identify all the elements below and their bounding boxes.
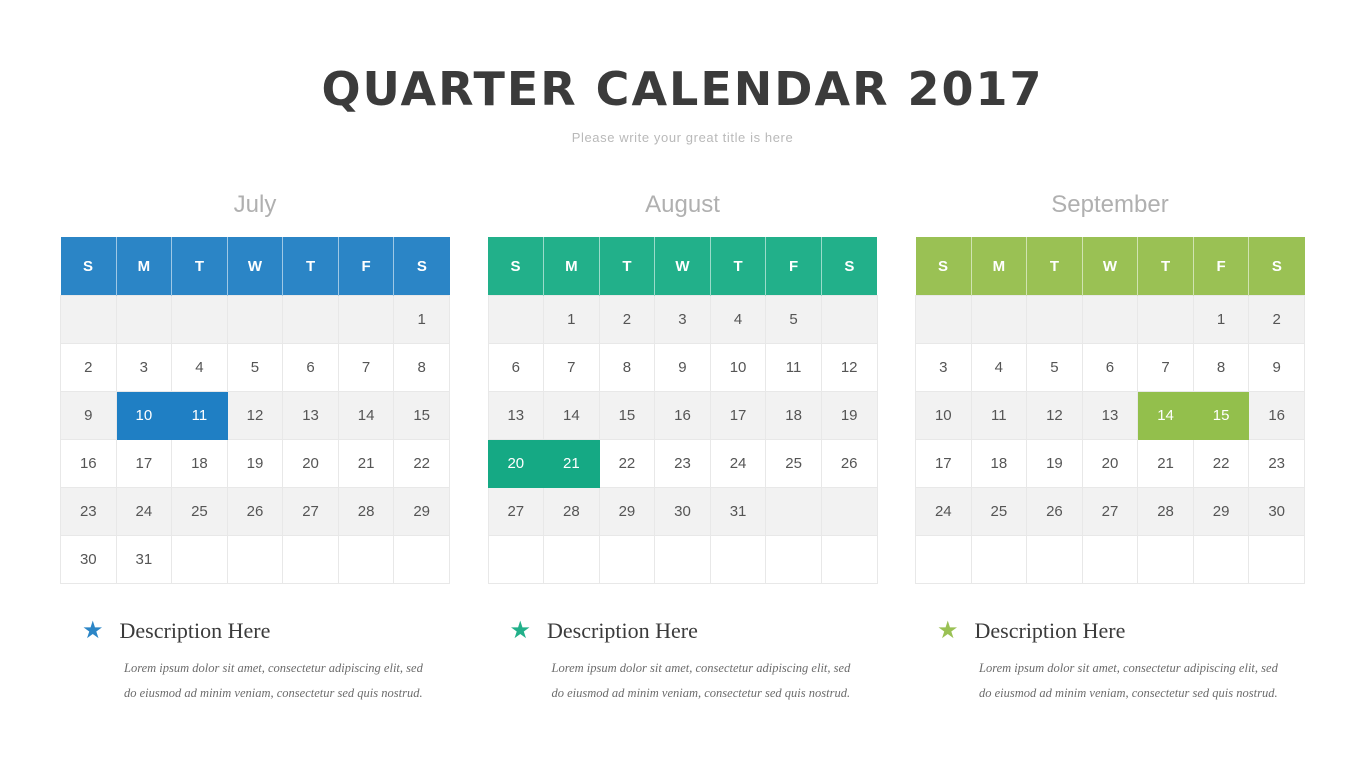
calendar-day-cell[interactable]: 27 bbox=[488, 488, 544, 536]
calendar-day-cell[interactable]: 6 bbox=[1082, 344, 1138, 392]
calendar-week-row bbox=[61, 344, 450, 392]
calendar-empty-cell bbox=[488, 296, 544, 344]
calendar-day-cell[interactable]: 10 bbox=[916, 392, 972, 440]
calendar-empty-cell bbox=[394, 536, 450, 584]
calendar-day-cell[interactable]: 13 bbox=[1082, 392, 1138, 440]
calendar-week-row bbox=[61, 440, 450, 488]
calendar-day-cell[interactable]: 22 bbox=[1193, 440, 1249, 488]
calendar-day-cell-highlighted[interactable]: 20 bbox=[488, 440, 544, 488]
calendar-day-cell[interactable]: 9 bbox=[655, 344, 711, 392]
calendar-empty-cell bbox=[599, 536, 655, 584]
calendar-day-cell[interactable]: 17 bbox=[710, 392, 766, 440]
weekday-header-cell: T bbox=[172, 237, 228, 296]
calendar-empty-cell bbox=[766, 536, 822, 584]
calendar-empty-cell bbox=[1249, 536, 1305, 584]
calendar-table bbox=[915, 237, 1305, 584]
calendar-day-cell[interactable]: 5 bbox=[227, 344, 283, 392]
weekday-header-cell: S bbox=[394, 237, 450, 296]
calendar-empty-cell bbox=[971, 536, 1027, 584]
weekday-header-cell: M bbox=[116, 237, 172, 296]
weekday-header-row bbox=[61, 237, 450, 296]
star-icon: ★ bbox=[82, 617, 104, 644]
calendar-empty-cell bbox=[338, 296, 394, 344]
calendar-empty-cell bbox=[916, 536, 972, 584]
weekday-header-cell: F bbox=[1193, 237, 1249, 296]
calendar-week-row bbox=[916, 488, 1305, 536]
calendar-day-cell-highlighted[interactable]: 21 bbox=[544, 440, 600, 488]
calendar-day-cell[interactable]: 2 bbox=[61, 344, 117, 392]
description-text: Lorem ipsum dolor sit amet, consectetur adipiscing elit, sed do eiusmod ad minim veniam, consectetur sed quis nostrud. bbox=[124, 661, 423, 700]
calendar-day-cell[interactable]: 5 bbox=[1027, 344, 1083, 392]
calendar-day-cell[interactable]: 13 bbox=[488, 392, 544, 440]
calendar-day-cell[interactable]: 12 bbox=[821, 344, 877, 392]
weekday-header-row bbox=[488, 237, 877, 296]
calendar-table bbox=[488, 237, 878, 584]
calendar-day-cell[interactable]: 29 bbox=[599, 488, 655, 536]
calendar-day-cell[interactable]: 14 bbox=[338, 392, 394, 440]
calendar-day-cell[interactable]: 22 bbox=[599, 440, 655, 488]
calendar-day-cell[interactable]: 23 bbox=[61, 488, 117, 536]
month-block bbox=[488, 191, 878, 706]
description-block bbox=[488, 618, 878, 706]
calendar-day-cell[interactable]: 23 bbox=[1249, 440, 1305, 488]
calendar-week-row bbox=[61, 488, 450, 536]
description-title: Description Here bbox=[119, 618, 271, 643]
calendar-empty-cell bbox=[1138, 296, 1194, 344]
calendar-day-cell[interactable]: 19 bbox=[821, 392, 877, 440]
calendar-day-cell[interactable]: 6 bbox=[283, 344, 339, 392]
months-container bbox=[0, 191, 1365, 706]
weekday-header-cell: W bbox=[1082, 237, 1138, 296]
calendar-day-cell[interactable]: 15 bbox=[394, 392, 450, 440]
calendar-day-cell[interactable]: 19 bbox=[227, 440, 283, 488]
calendar-day-cell[interactable]: 16 bbox=[61, 440, 117, 488]
calendar-empty-cell bbox=[172, 536, 228, 584]
calendar-day-cell[interactable]: 12 bbox=[1027, 392, 1083, 440]
calendar-day-cell[interactable]: 4 bbox=[172, 344, 228, 392]
calendar-day-cell[interactable]: 8 bbox=[599, 344, 655, 392]
description-header bbox=[82, 618, 450, 644]
weekday-header-row bbox=[916, 237, 1305, 296]
calendar-day-cell-highlighted[interactable]: 15 bbox=[1193, 392, 1249, 440]
weekday-header-cell: W bbox=[227, 237, 283, 296]
weekday-header-cell: S bbox=[821, 237, 877, 296]
calendar-empty-cell bbox=[172, 296, 228, 344]
calendar-day-cell[interactable]: 4 bbox=[971, 344, 1027, 392]
star-icon: ★ bbox=[509, 617, 532, 644]
calendar-day-cell[interactable]: 21 bbox=[1138, 440, 1194, 488]
calendar-empty-cell bbox=[1138, 536, 1194, 584]
calendar-day-cell[interactable]: 20 bbox=[283, 440, 339, 488]
calendar-empty-cell bbox=[283, 536, 339, 584]
star-icon: ★ bbox=[937, 617, 959, 644]
calendar-week-row bbox=[61, 296, 450, 344]
weekday-header-cell: T bbox=[283, 237, 339, 296]
calendar-day-cell[interactable]: 8 bbox=[1193, 344, 1249, 392]
calendar-week-row bbox=[916, 536, 1305, 584]
calendar-day-cell[interactable]: 11 bbox=[971, 392, 1027, 440]
description-text: Lorem ipsum dolor sit amet, consectetur adipiscing elit, sed do eiusmod ad minim veniam, consectetur sed quis nostrud. bbox=[979, 661, 1278, 700]
calendar-day-cell[interactable]: 6 bbox=[488, 344, 544, 392]
calendar-week-row bbox=[488, 488, 877, 536]
calendar-day-cell[interactable]: 9 bbox=[61, 392, 117, 440]
description-block bbox=[60, 618, 450, 706]
calendar-day-cell[interactable]: 25 bbox=[766, 440, 822, 488]
calendar-day-cell[interactable]: 31 bbox=[710, 488, 766, 536]
calendar-day-cell[interactable]: 7 bbox=[1138, 344, 1194, 392]
description-text: Lorem ipsum dolor sit amet, consectetur adipiscing elit, sed do eiusmod ad minim veniam, consectetur sed quis nostrud. bbox=[551, 661, 851, 700]
weekday-header-cell: F bbox=[338, 237, 394, 296]
calendar-day-cell-highlighted[interactable]: 14 bbox=[1138, 392, 1194, 440]
calendar-day-cell[interactable]: 14 bbox=[544, 392, 600, 440]
calendar-empty-cell bbox=[1027, 296, 1083, 344]
calendar-empty-cell bbox=[821, 488, 877, 536]
calendar-day-cell[interactable]: 15 bbox=[599, 392, 655, 440]
calendar-day-cell[interactable]: 23 bbox=[655, 440, 711, 488]
calendar-day-cell[interactable]: 26 bbox=[1027, 488, 1083, 536]
calendar-empty-cell bbox=[338, 536, 394, 584]
calendar-week-row bbox=[916, 440, 1305, 488]
calendar-week-row bbox=[916, 344, 1305, 392]
calendar-day-cell[interactable]: 9 bbox=[1249, 344, 1305, 392]
description-title: Description Here bbox=[974, 618, 1126, 643]
calendar-day-cell[interactable]: 16 bbox=[655, 392, 711, 440]
calendar-week-row bbox=[488, 440, 877, 488]
calendar-empty-cell bbox=[971, 296, 1027, 344]
calendar-week-row bbox=[61, 536, 450, 584]
calendar-day-cell[interactable]: 11 bbox=[766, 344, 822, 392]
calendar-table bbox=[60, 237, 450, 584]
weekday-header-cell: T bbox=[1027, 237, 1083, 296]
weekday-header-cell: M bbox=[544, 237, 600, 296]
calendar-day-cell[interactable]: 17 bbox=[916, 440, 972, 488]
calendar-day-cell[interactable]: 27 bbox=[1082, 488, 1138, 536]
weekday-header-cell: F bbox=[766, 237, 822, 296]
weekday-header-cell: W bbox=[655, 237, 711, 296]
month-block bbox=[915, 191, 1305, 706]
calendar-day-cell[interactable]: 18 bbox=[172, 440, 228, 488]
calendar-day-cell[interactable]: 24 bbox=[710, 440, 766, 488]
calendar-empty-cell bbox=[1082, 536, 1138, 584]
weekday-header-cell: S bbox=[61, 237, 117, 296]
calendar-day-cell[interactable]: 2 bbox=[599, 296, 655, 344]
calendar-day-cell[interactable]: 8 bbox=[394, 344, 450, 392]
calendar-day-cell[interactable]: 26 bbox=[821, 440, 877, 488]
calendar-empty-cell bbox=[544, 536, 600, 584]
calendar-week-row bbox=[488, 344, 877, 392]
calendar-day-cell[interactable]: 7 bbox=[544, 344, 600, 392]
weekday-header-cell: S bbox=[1249, 237, 1305, 296]
calendar-day-cell[interactable]: 30 bbox=[655, 488, 711, 536]
weekday-header-cell: T bbox=[1138, 237, 1194, 296]
calendar-day-cell[interactable]: 24 bbox=[116, 488, 172, 536]
calendar-day-cell[interactable]: 18 bbox=[971, 440, 1027, 488]
description-header bbox=[510, 618, 878, 644]
calendar-day-cell[interactable]: 27 bbox=[283, 488, 339, 536]
weekday-header-cell: S bbox=[916, 237, 972, 296]
page-subtitle: Please write your great title is here bbox=[571, 130, 794, 145]
calendar-day-cell[interactable]: 22 bbox=[394, 440, 450, 488]
month-name: August bbox=[645, 191, 720, 218]
calendar-day-cell[interactable]: 4 bbox=[710, 296, 766, 344]
calendar-day-cell-highlighted[interactable]: 10 bbox=[116, 392, 172, 440]
calendar-day-cell[interactable]: 31 bbox=[116, 536, 172, 584]
weekday-header-cell: T bbox=[710, 237, 766, 296]
calendar-day-cell[interactable]: 7 bbox=[338, 344, 394, 392]
calendar-day-cell[interactable]: 28 bbox=[338, 488, 394, 536]
calendar-week-row bbox=[488, 536, 877, 584]
calendar-day-cell[interactable]: 13 bbox=[283, 392, 339, 440]
calendar-day-cell[interactable]: 24 bbox=[916, 488, 972, 536]
calendar-day-cell[interactable]: 3 bbox=[916, 344, 972, 392]
calendar-empty-cell bbox=[227, 296, 283, 344]
weekday-header-cell: M bbox=[971, 237, 1027, 296]
weekday-header-cell: T bbox=[599, 237, 655, 296]
calendar-empty-cell bbox=[766, 488, 822, 536]
calendar-empty-cell bbox=[1193, 536, 1249, 584]
calendar-day-cell[interactable]: 5 bbox=[766, 296, 822, 344]
calendar-empty-cell bbox=[655, 536, 711, 584]
calendar-empty-cell bbox=[821, 536, 877, 584]
calendar-week-row bbox=[916, 296, 1305, 344]
calendar-empty-cell bbox=[1082, 296, 1138, 344]
description-header bbox=[937, 618, 1305, 644]
calendar-day-cell[interactable]: 20 bbox=[1082, 440, 1138, 488]
calendar-day-cell[interactable]: 1 bbox=[394, 296, 450, 344]
calendar-day-cell[interactable]: 30 bbox=[1249, 488, 1305, 536]
description-block bbox=[915, 618, 1305, 706]
calendar-empty-cell bbox=[488, 536, 544, 584]
calendar-empty-cell bbox=[1027, 536, 1083, 584]
calendar-week-row bbox=[488, 392, 877, 440]
calendar-day-cell[interactable]: 17 bbox=[116, 440, 172, 488]
calendar-day-cell[interactable]: 21 bbox=[338, 440, 394, 488]
calendar-day-cell[interactable]: 25 bbox=[172, 488, 228, 536]
calendar-day-cell[interactable]: 29 bbox=[1193, 488, 1249, 536]
month-name: July bbox=[233, 191, 277, 218]
calendar-day-cell[interactable]: 1 bbox=[544, 296, 600, 344]
calendar-week-row bbox=[916, 392, 1305, 440]
calendar-empty-cell bbox=[710, 536, 766, 584]
calendar-day-cell[interactable]: 10 bbox=[710, 344, 766, 392]
calendar-day-cell[interactable]: 3 bbox=[655, 296, 711, 344]
calendar-day-cell[interactable]: 16 bbox=[1249, 392, 1305, 440]
calendar-week-row bbox=[488, 296, 877, 344]
calendar-day-cell[interactable]: 26 bbox=[227, 488, 283, 536]
calendar-day-cell[interactable]: 3 bbox=[116, 344, 172, 392]
page-title: QUARTER CALENDAR 2017 bbox=[321, 62, 1044, 116]
calendar-empty-cell bbox=[916, 296, 972, 344]
month-name: September bbox=[1051, 191, 1169, 218]
calendar-empty-cell bbox=[227, 536, 283, 584]
calendar-day-cell[interactable]: 2 bbox=[1249, 296, 1305, 344]
calendar-day-cell[interactable]: 29 bbox=[394, 488, 450, 536]
calendar-empty-cell bbox=[283, 296, 339, 344]
calendar-week-row bbox=[61, 392, 450, 440]
description-title: Description Here bbox=[547, 618, 698, 643]
calendar-day-cell[interactable]: 18 bbox=[766, 392, 822, 440]
calendar-empty-cell bbox=[61, 296, 117, 344]
calendar-day-cell[interactable]: 30 bbox=[61, 536, 117, 584]
calendar-day-cell-highlighted[interactable]: 11 bbox=[172, 392, 228, 440]
calendar-day-cell[interactable]: 25 bbox=[971, 488, 1027, 536]
calendar-day-cell[interactable]: 28 bbox=[1138, 488, 1194, 536]
calendar-day-cell[interactable]: 1 bbox=[1193, 296, 1249, 344]
calendar-empty-cell bbox=[821, 296, 877, 344]
calendar-day-cell[interactable]: 28 bbox=[544, 488, 600, 536]
weekday-header-cell: S bbox=[488, 237, 544, 296]
calendar-day-cell[interactable]: 19 bbox=[1027, 440, 1083, 488]
calendar-empty-cell bbox=[116, 296, 172, 344]
calendar-day-cell[interactable]: 12 bbox=[227, 392, 283, 440]
month-block bbox=[60, 191, 450, 706]
